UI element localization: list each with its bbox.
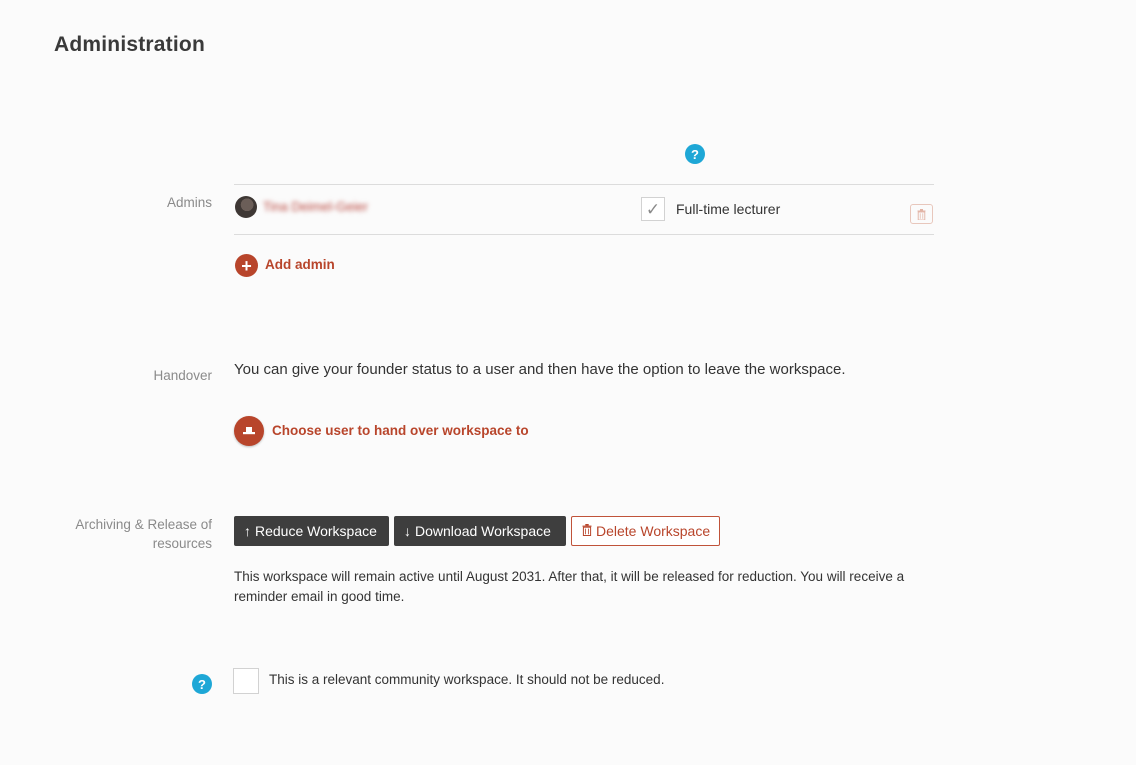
archiving-info-text: This workspace will remain active until August 2031. After that, it will be released for reduction. You will receive a reminder email in good time. [234, 569, 905, 604]
community-help-icon[interactable]: ? [192, 674, 212, 694]
admins-help-icon[interactable]: ? [685, 144, 705, 164]
reduce-workspace-label: Reduce Workspace [255, 523, 377, 539]
arrow-up-icon: ↑ [244, 523, 251, 539]
arrow-down-icon: ↓ [404, 523, 411, 539]
admins-bottom-divider [234, 234, 934, 235]
checkmark-icon: ✓ [645, 199, 661, 219]
handover-icon [234, 416, 264, 446]
community-label: This is a relevant community workspace. It should not be reduced. [269, 672, 665, 687]
reduce-workspace-button[interactable] [234, 516, 389, 546]
community-checkbox[interactable] [233, 668, 259, 694]
remove-admin-button[interactable] [910, 204, 933, 224]
role-label: Full-time lecturer [676, 201, 781, 217]
admins-top-divider [234, 184, 934, 185]
archiving-label [75, 515, 212, 553]
page-title: Administration [54, 33, 205, 56]
download-workspace-button[interactable] [394, 516, 566, 546]
archiving-label-line1: Archiving & Release of [75, 517, 212, 532]
add-admin-label: Add admin [265, 257, 335, 272]
handover-label: Handover [153, 368, 212, 383]
delete-workspace-label: Delete Workspace [596, 523, 711, 539]
avatar [235, 196, 257, 218]
plus-icon: + [235, 254, 258, 277]
archiving-label-line2: resources [152, 536, 212, 551]
trash-icon [582, 523, 592, 539]
admin-name[interactable]: Tina Deimel-Geier [263, 199, 368, 214]
trash-icon [917, 209, 926, 220]
choose-handover-user-label: Choose user to hand over workspace to [272, 423, 529, 438]
admins-label: Admins [166, 195, 212, 210]
delete-workspace-button[interactable] [571, 516, 720, 546]
role-checkbox[interactable] [641, 197, 665, 221]
handover-description: You can give your founder status to a user and then have the option to leave the workspace. [234, 361, 846, 378]
download-workspace-label: Download Workspace [415, 523, 551, 539]
